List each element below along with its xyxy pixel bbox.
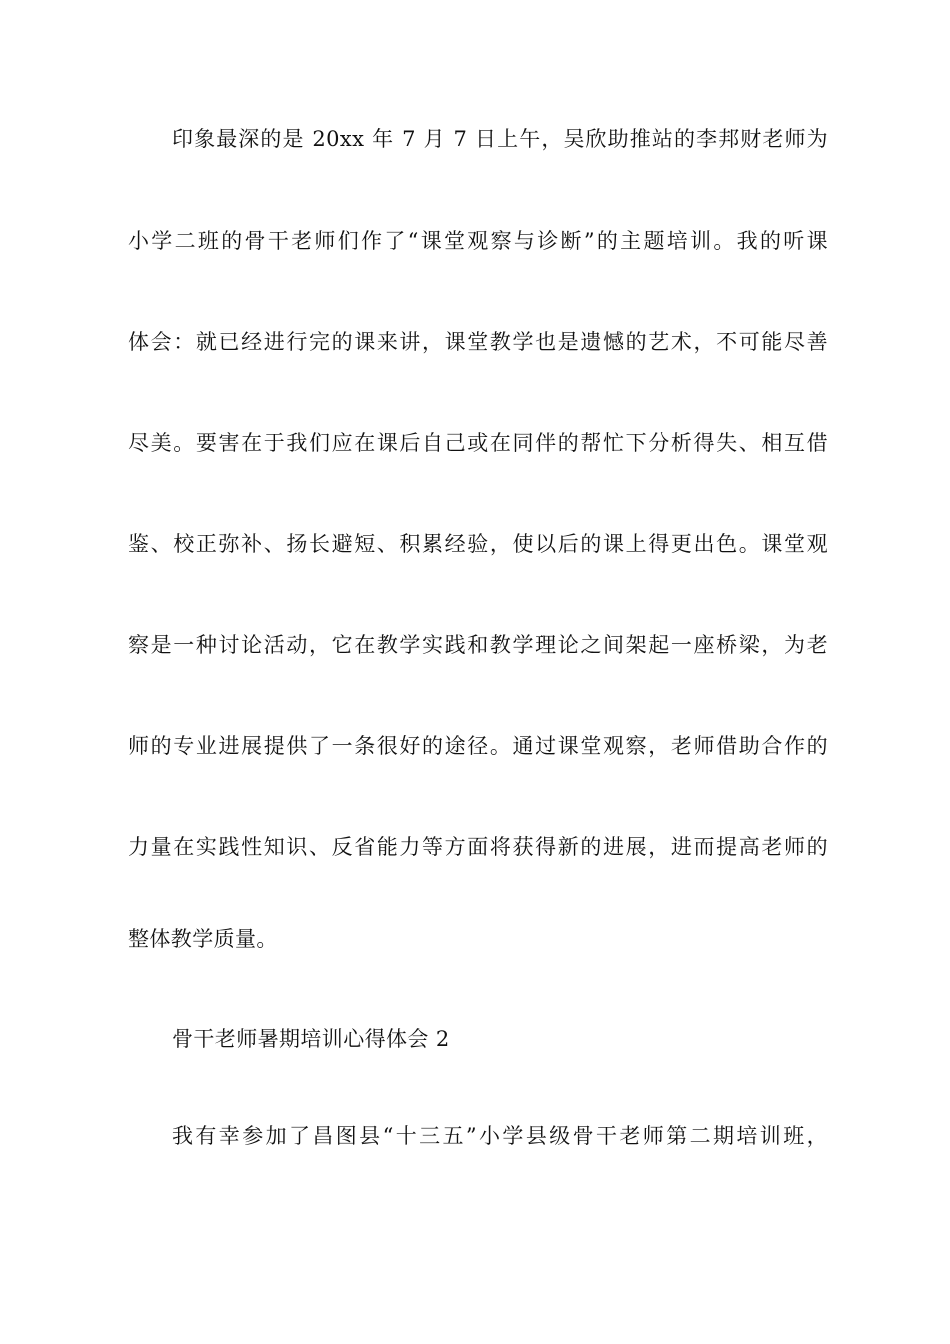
paragraph-line: 印象最深的是 20xx 年 7 月 7 日上午，吴欣助推站的李邦财老师为 bbox=[172, 127, 828, 151]
paragraph-line: 体会：就已经进行完的课来讲，课堂教学也是遗憾的艺术，不可能尽善 bbox=[128, 330, 828, 354]
section-heading: 骨干老师暑期培训心得体会 2 bbox=[172, 1027, 450, 1051]
paragraph-line: 鉴、校正弥补、扬长避短、积累经验，使以后的课上得更出色。课堂观 bbox=[128, 532, 828, 556]
paragraph-line: 察是一种讨论活动，它在教学实践和教学理论之间架起一座桥梁，为老 bbox=[128, 633, 828, 657]
paragraph-line: 整体教学质量。 bbox=[128, 927, 278, 951]
paragraph-line: 力量在实践性知识、反省能力等方面将获得新的进展，进而提高老师的 bbox=[128, 835, 828, 859]
paragraph-line: 尽美。要害在于我们应在课后自己或在同伴的帮忙下分析得失、相互借 bbox=[128, 431, 828, 455]
paragraph-line: 我有幸参加了昌图县“十三五”小学县级骨干老师第二期培训班， bbox=[172, 1124, 828, 1148]
paragraph-line: 师的专业进展提供了一条很好的途径。通过课堂观察，老师借助合作的 bbox=[128, 734, 828, 758]
paragraph-line: 小学二班的骨干老师们作了“课堂观察与诊断”的主题培训。我的听课 bbox=[128, 229, 828, 253]
